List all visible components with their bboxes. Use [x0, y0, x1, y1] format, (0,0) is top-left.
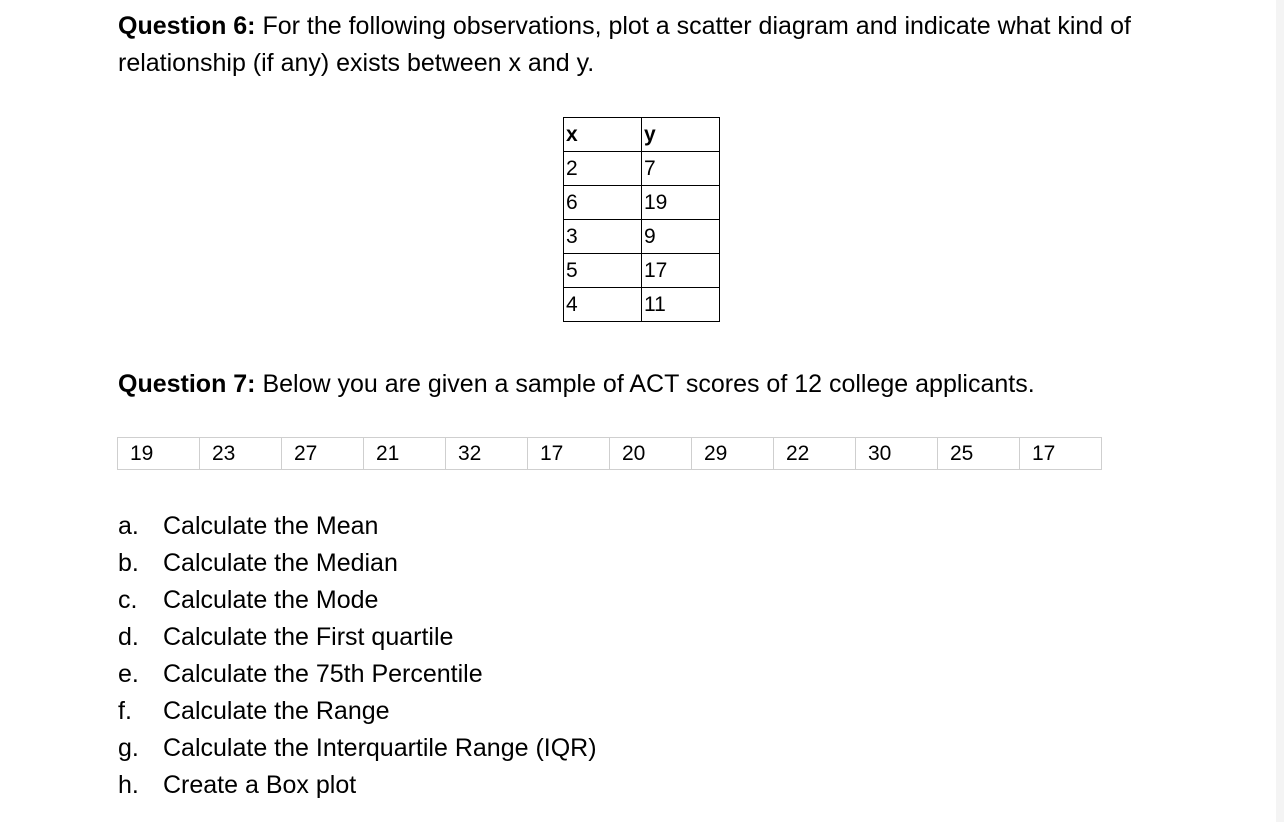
list-item [118, 693, 597, 730]
list-item [118, 545, 597, 582]
xy-observations-table [563, 117, 720, 322]
task-text: Calculate the Mean [163, 512, 379, 540]
score-cell: 17 [1020, 438, 1102, 470]
list-marker: h. [118, 771, 139, 799]
list-marker: d. [118, 623, 139, 651]
y-value-cell: 19 [642, 186, 720, 220]
question-6-text: For the following observations, plot a scatter diagram and indicate what kind of relationship (if any) exists between x and y. [118, 12, 1131, 77]
score-cell: 29 [692, 438, 774, 470]
xy-table-row [564, 152, 720, 186]
xy-table-row [564, 220, 720, 254]
score-cell: 21 [364, 438, 446, 470]
act-scores-table [117, 437, 1102, 470]
question-7-text: Below you are given a sample of ACT scores of 12 college applicants. [255, 370, 1035, 398]
list-item [118, 582, 597, 619]
score-cell: 32 [446, 438, 528, 470]
score-cell: 23 [200, 438, 282, 470]
task-text: Calculate the First quartile [163, 623, 454, 651]
xy-table-header-row [564, 118, 720, 152]
score-cell: 27 [282, 438, 364, 470]
x-value-cell: 6 [564, 186, 642, 220]
task-text: Calculate the Range [163, 697, 390, 725]
y-column-header: y [642, 118, 720, 152]
xy-table-row [564, 254, 720, 288]
x-value-cell: 4 [564, 288, 642, 322]
list-item [118, 767, 597, 804]
task-text: Calculate the 75th Percentile [163, 660, 483, 688]
score-cell: 20 [610, 438, 692, 470]
task-text: Calculate the Interquartile Range (IQR) [163, 734, 597, 762]
task-text: Calculate the Mode [163, 586, 379, 614]
list-marker: c. [118, 586, 138, 614]
score-cell: 22 [774, 438, 856, 470]
task-text: Create a Box plot [163, 771, 357, 799]
y-value-cell: 7 [642, 152, 720, 186]
question-6-label: Question 6: [118, 12, 256, 40]
list-marker: a. [118, 512, 139, 540]
list-item [118, 730, 597, 767]
task-list [118, 508, 597, 804]
question-7 [118, 366, 1218, 403]
list-marker: g. [118, 734, 139, 762]
list-item [118, 656, 597, 693]
xy-table-row [564, 186, 720, 220]
x-value-cell: 2 [564, 152, 642, 186]
question-7-label: Question 7: [118, 370, 256, 398]
y-value-cell: 11 [642, 288, 720, 322]
x-value-cell: 3 [564, 220, 642, 254]
list-item [118, 508, 597, 545]
list-marker: e. [118, 660, 139, 688]
task-text: Calculate the Median [163, 549, 398, 577]
score-cell: 19 [118, 438, 200, 470]
x-value-cell: 5 [564, 254, 642, 288]
act-scores-row [118, 438, 1102, 470]
y-value-cell: 17 [642, 254, 720, 288]
list-marker: f. [118, 697, 132, 725]
list-marker: b. [118, 549, 139, 577]
list-item [118, 619, 597, 656]
score-cell: 25 [938, 438, 1020, 470]
xy-table-row [564, 288, 720, 322]
score-cell: 17 [528, 438, 610, 470]
score-cell: 30 [856, 438, 938, 470]
question-6 [118, 8, 1168, 82]
y-value-cell: 9 [642, 220, 720, 254]
x-column-header: x [564, 118, 642, 152]
